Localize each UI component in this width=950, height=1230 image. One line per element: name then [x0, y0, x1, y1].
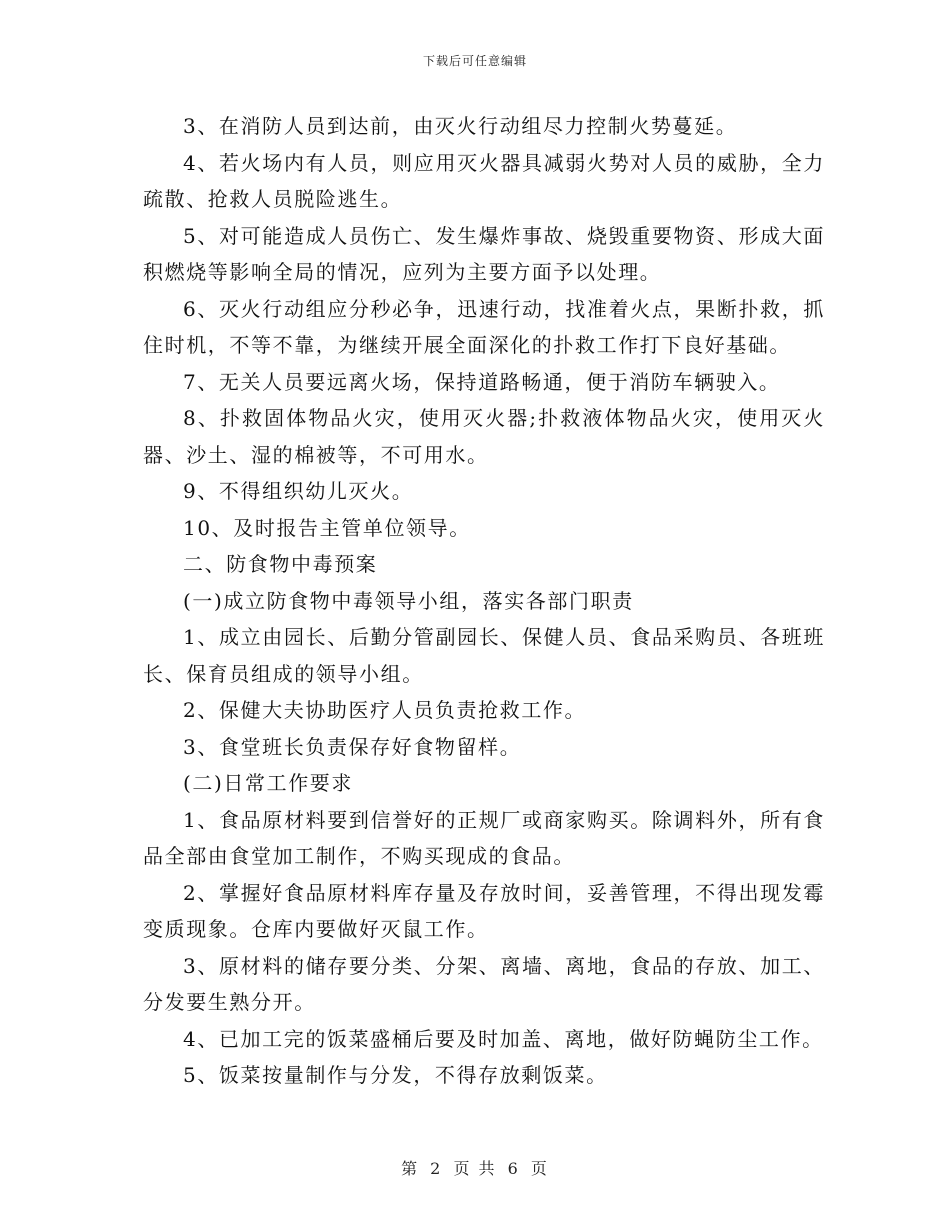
- section-heading-food-poisoning: 二、防食物中毒预案: [183, 552, 378, 576]
- paragraph-daily-4: 4、已加工完的饭菜盛桶后要及时加盖、离地，做好防蝇防尘工作。: [183, 1026, 824, 1051]
- footer-total-pages: 6: [507, 1159, 520, 1178]
- paragraph-fire-4: 4、若火场内有人员，则应用灭火器具减弱火势对人员的威胁，全力疏散、抢救人员脱险逃生。: [143, 150, 825, 211]
- paragraph-leadership-1: 1、成立由园长、后勤分管副园长、保健人员、食品采购员、各班班长、保育员组成的领导小组。: [143, 625, 825, 686]
- paragraph-fire-9: 9、不得组织幼儿灭火。: [183, 479, 414, 503]
- paragraph-fire-3: 3、在消防人员到达前，由灭火行动组尽力控制火势蔓延。: [183, 114, 738, 138]
- paragraph-leadership-3: 3、食堂班长负责保存好食物留样。: [183, 734, 522, 759]
- paragraph-daily-2: 2、掌握好食品原材料库存量及存放时间，妥善管理，不得出现发霉变质现象。仓库内要做好灭鼠工作。: [143, 880, 825, 941]
- footer-suffix: 页: [530, 1159, 549, 1178]
- footer-mid: 页 共: [453, 1159, 497, 1178]
- paragraph-daily-5: 5、饭菜按量制作与分发，不得存放剩饭菜。: [183, 1063, 608, 1087]
- page-header: 下载后可任意编辑: [422, 54, 527, 68]
- subsection-heading-leadership: (一)成立防食物中毒领导小组，落实各部门职责: [183, 588, 634, 613]
- paragraph-fire-8: 8、扑救固体物品火灾，使用灭火器;扑救液体物品火灾，使用灭火器、沙土、湿的棉被等，不可用水。: [143, 406, 825, 467]
- subsection-heading-daily-work: (二)日常工作要求: [183, 771, 354, 795]
- paragraph-leadership-2: 2、保健大夫协助医疗人员负责抢救工作。: [183, 698, 587, 722]
- page-footer: [0, 1156, 950, 1179]
- paragraph-fire-7: 7、无关人员要远离火场，保持道路畅通，便于消防车辆驶入。: [183, 369, 781, 394]
- paragraph-fire-5: 5、对可能造成人员伤亡、发生爆炸事故、烧毁重要物资、形成大面积燃烧等影响全局的情况，应列为主要方面予以处理。: [143, 223, 825, 284]
- paragraph-fire-10: 10、及时报告主管单位领导。: [183, 515, 471, 540]
- paragraph-fire-6: 6、灭火行动组应分秒必争，迅速行动，找准着火点，果断扑救，抓住时机，不等不靠，为继续开展全面深化的扑救工作打下良好基础。: [143, 296, 825, 357]
- paragraph-daily-1: 1、食品原材料要到信誉好的正规厂或商家购买。除调料外，所有食品全部由食堂加工制作，不购买现成的食品。: [143, 807, 825, 868]
- footer-prefix: 第: [401, 1159, 420, 1178]
- footer-page-number: 2: [430, 1159, 443, 1178]
- paragraph-daily-3: 3、原材料的储存要分类、分架、离墙、离地，食品的存放、加工、分发要生熟分开。: [143, 953, 825, 1014]
- document-body: [143, 108, 825, 1094]
